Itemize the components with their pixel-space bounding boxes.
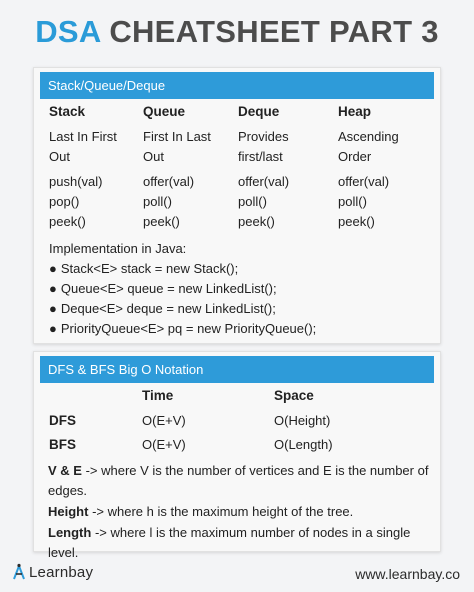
heap-method-2: poll() [338, 194, 367, 209]
note-text: -> where V is the number of vertices and E is the number of edges. [48, 463, 429, 498]
learnbay-logo-icon [12, 563, 26, 581]
column-header-queue: Queue [143, 104, 186, 119]
deque-method-2: poll() [238, 194, 267, 209]
brand-name: Learnbay [29, 563, 94, 581]
note-v-and-e [48, 461, 432, 501]
heap-desc-line1: Ascending [338, 129, 399, 144]
stack-desc-line1: Last In First [49, 129, 117, 144]
deque-method-3: peek() [238, 214, 275, 229]
title-rest: CHEATSHEET PART 3 [109, 14, 439, 49]
note-term: Length [48, 525, 92, 540]
note-length [48, 523, 432, 563]
stack-desc-line2: Out [49, 149, 70, 164]
title-accent: DSA [35, 14, 101, 49]
implementation-line [49, 281, 277, 297]
deque-method-1: offer(val) [238, 174, 290, 189]
deque-desc-line1: Provides [238, 129, 289, 144]
dfs-time: O(E+V) [142, 413, 186, 428]
bullet-icon: ● [49, 261, 57, 276]
deque-desc-line2: first/last [238, 149, 283, 164]
heap-method-1: offer(val) [338, 174, 390, 189]
row-label-bfs: BFS [49, 437, 76, 452]
implementation-code: Stack<E> stack = new Stack(); [60, 261, 239, 276]
note-term: Height [48, 504, 89, 519]
bfs-space: O(Length) [274, 437, 333, 452]
page-title [0, 10, 474, 54]
implementation-code: PriorityQueue<E> pq = new PriorityQueue(); [60, 321, 317, 336]
brand-logo [12, 562, 93, 582]
stack-method-2: pop() [49, 194, 80, 209]
bullet-icon: ● [49, 281, 57, 296]
stack-method-3: peek() [49, 214, 86, 229]
dfs-space: O(Height) [274, 413, 331, 428]
queue-method-2: poll() [143, 194, 172, 209]
heap-desc-line2: Order [338, 149, 372, 164]
section-header-stack-queue-deque: Stack/Queue/Deque [40, 72, 434, 99]
note-text: -> where l is the maximum number of nodes in a single level. [48, 525, 411, 560]
heap-method-3: peek() [338, 214, 375, 229]
dfs-bfs-card [33, 351, 441, 560]
note-text: -> where h is the maximum height of the tree. [88, 504, 354, 519]
queue-desc-line1: First In Last [143, 129, 211, 144]
stack-method-1: push(val) [49, 174, 103, 189]
row-label-dfs: DFS [49, 413, 76, 428]
note-height [48, 502, 432, 522]
column-header-deque: Deque [238, 104, 280, 119]
implementation-code: Queue<E> queue = new LinkedList(); [60, 281, 277, 296]
queue-method-1: offer(val) [143, 174, 195, 189]
implementation-line [49, 321, 316, 337]
note-term: V & E [48, 463, 82, 478]
implementation-line [49, 301, 276, 317]
implementation-code: Deque<E> deque = new LinkedList(); [60, 301, 276, 316]
column-header-heap: Heap [338, 104, 372, 119]
bfs-time: O(E+V) [142, 437, 186, 452]
section-header-dfs-bfs: DFS & BFS Big O Notation [40, 356, 434, 383]
column-header-time: Time [142, 388, 174, 403]
implementation-label: Implementation in Java: [49, 241, 187, 256]
queue-desc-line2: Out [143, 149, 164, 164]
queue-method-3: peek() [143, 214, 180, 229]
column-header-stack: Stack [49, 104, 86, 119]
stack-queue-deque-card [33, 67, 441, 344]
footer-url[interactable]: www.learnbay.co [355, 566, 460, 582]
bullet-icon: ● [49, 301, 57, 316]
column-header-space: Space [274, 388, 314, 403]
implementation-line [49, 261, 238, 277]
bullet-icon: ● [49, 321, 57, 336]
